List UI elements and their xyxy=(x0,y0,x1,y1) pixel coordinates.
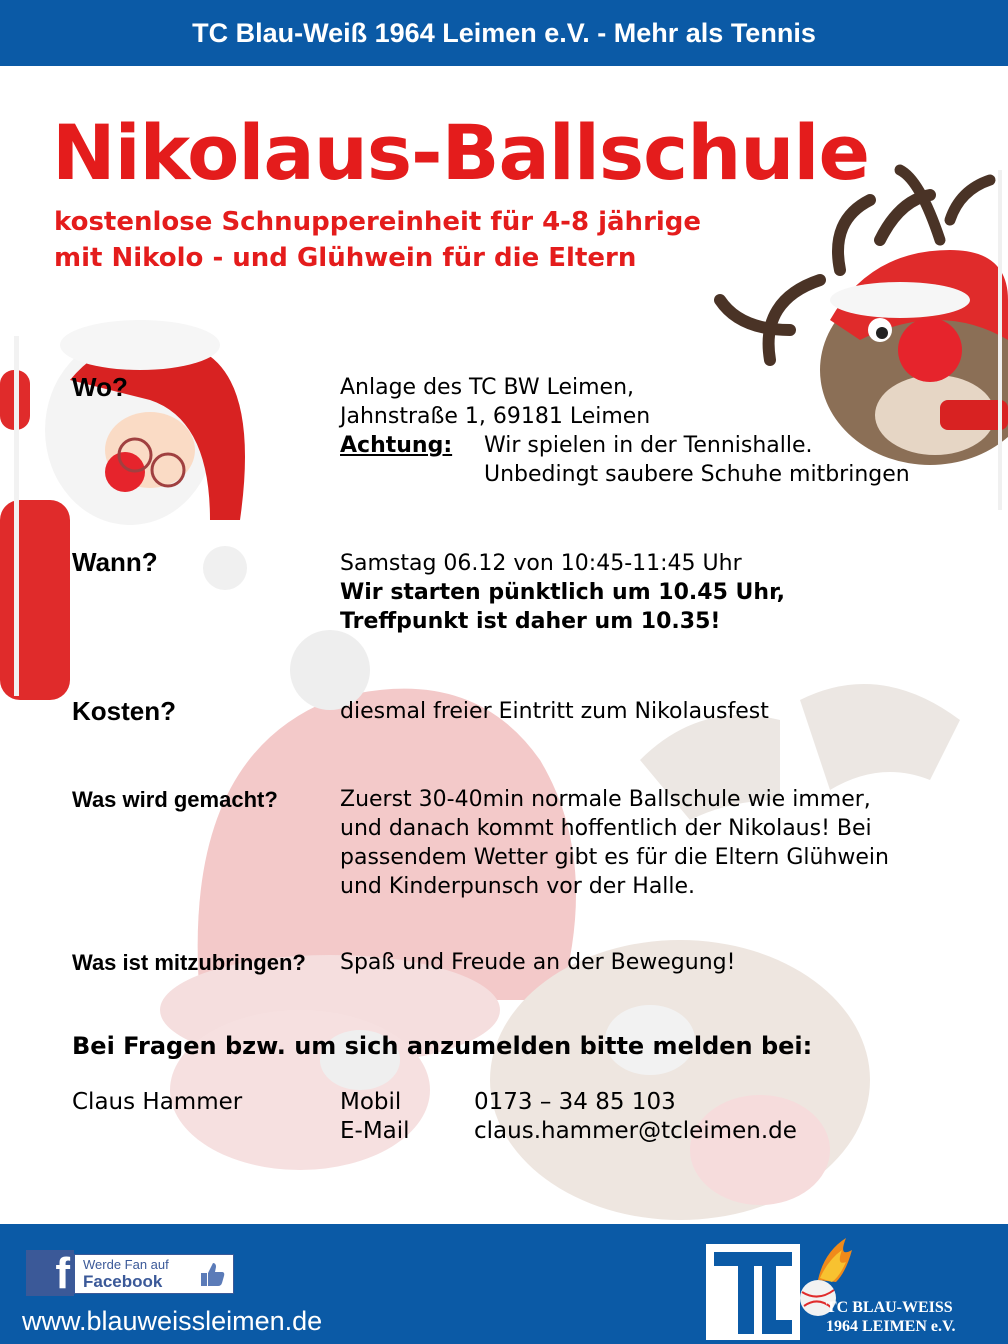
mobil-number: 0173 – 34 85 103 xyxy=(474,1089,676,1115)
wann-meeting-note: Treffpunkt ist daher um 10.35! xyxy=(340,609,721,634)
facebook-badge-line-1: Werde Fan auf xyxy=(83,1257,169,1272)
facebook-icon: f xyxy=(26,1250,74,1296)
wo-address-line-1: Anlage des TC BW Leimen, xyxy=(340,375,635,400)
club-name-line-1: TC BLAU-WEISS xyxy=(826,1299,953,1316)
mitbringen-label: Was ist mitzubringen? xyxy=(72,950,306,975)
gemacht-line-3: passendem Wetter gibt es für die Eltern Glühwein xyxy=(340,845,889,870)
gemacht-line-2: und danach kommt hoffentlich der Nikolaus! Bei xyxy=(340,816,872,841)
wann-start-note: Wir starten pünktlich um 10.45 Uhr, xyxy=(340,580,786,605)
gemacht-line-1: Zuerst 30-40min normale Ballschule wie immer, xyxy=(340,787,871,812)
wo-address-line-2: Jahnstraße 1, 69181 Leimen xyxy=(340,404,651,429)
contact-name: Claus Hammer xyxy=(72,1089,243,1115)
header-banner xyxy=(0,0,1008,66)
subtitle-line-1: kostenlose Schnuppereinheit für 4-8 jährige xyxy=(54,207,702,237)
facebook-badge-box xyxy=(74,1254,234,1294)
kosten-label: Kosten? xyxy=(72,696,176,726)
wo-label: Wo? xyxy=(72,372,128,402)
header-title: TC Blau-Weiß 1964 Leimen e.V. - Mehr als Tennis xyxy=(192,17,816,48)
achtung-line-2: Unbedingt saubere Schuhe mitbringen xyxy=(484,462,910,487)
kosten-value: diesmal freier Eintritt zum Nikolausfest xyxy=(340,699,769,724)
club-name-line-2: 1964 LEIMEN e.V. xyxy=(826,1318,956,1335)
contact-heading: Bei Fragen bzw. um sich anzumelden bitte melden bei: xyxy=(72,1032,813,1060)
achtung-line-1: Wir spielen in der Tennishalle. xyxy=(484,433,813,458)
wann-date: Samstag 06.12 von 10:45-11:45 Uhr xyxy=(340,551,742,576)
facebook-badge-line-2: Facebook xyxy=(83,1272,163,1291)
gemacht-label: Was wird gemacht? xyxy=(72,787,278,812)
mitbringen-value: Spaß und Freude an der Bewegung! xyxy=(340,950,736,975)
subtitle-line-2: mit Nikolo - und Glühwein für die Eltern xyxy=(54,243,637,273)
wann-label: Wann? xyxy=(72,547,158,577)
achtung-label: Achtung: xyxy=(340,433,453,458)
page-title: Nikolaus-Ballschule xyxy=(52,108,869,197)
gemacht-line-4: und Kinderpunsch vor der Halle. xyxy=(340,874,696,899)
thumbs-up-icon xyxy=(197,1259,227,1289)
facebook-fan-badge[interactable] xyxy=(26,1249,234,1298)
mobil-label: Mobil xyxy=(340,1089,402,1115)
email-address[interactable]: claus.hammer@tcleimen.de xyxy=(474,1118,797,1144)
website-link[interactable]: www.blauweissleimen.de xyxy=(22,1306,323,1336)
club-name xyxy=(826,1298,956,1336)
email-label: E-Mail xyxy=(340,1118,410,1144)
